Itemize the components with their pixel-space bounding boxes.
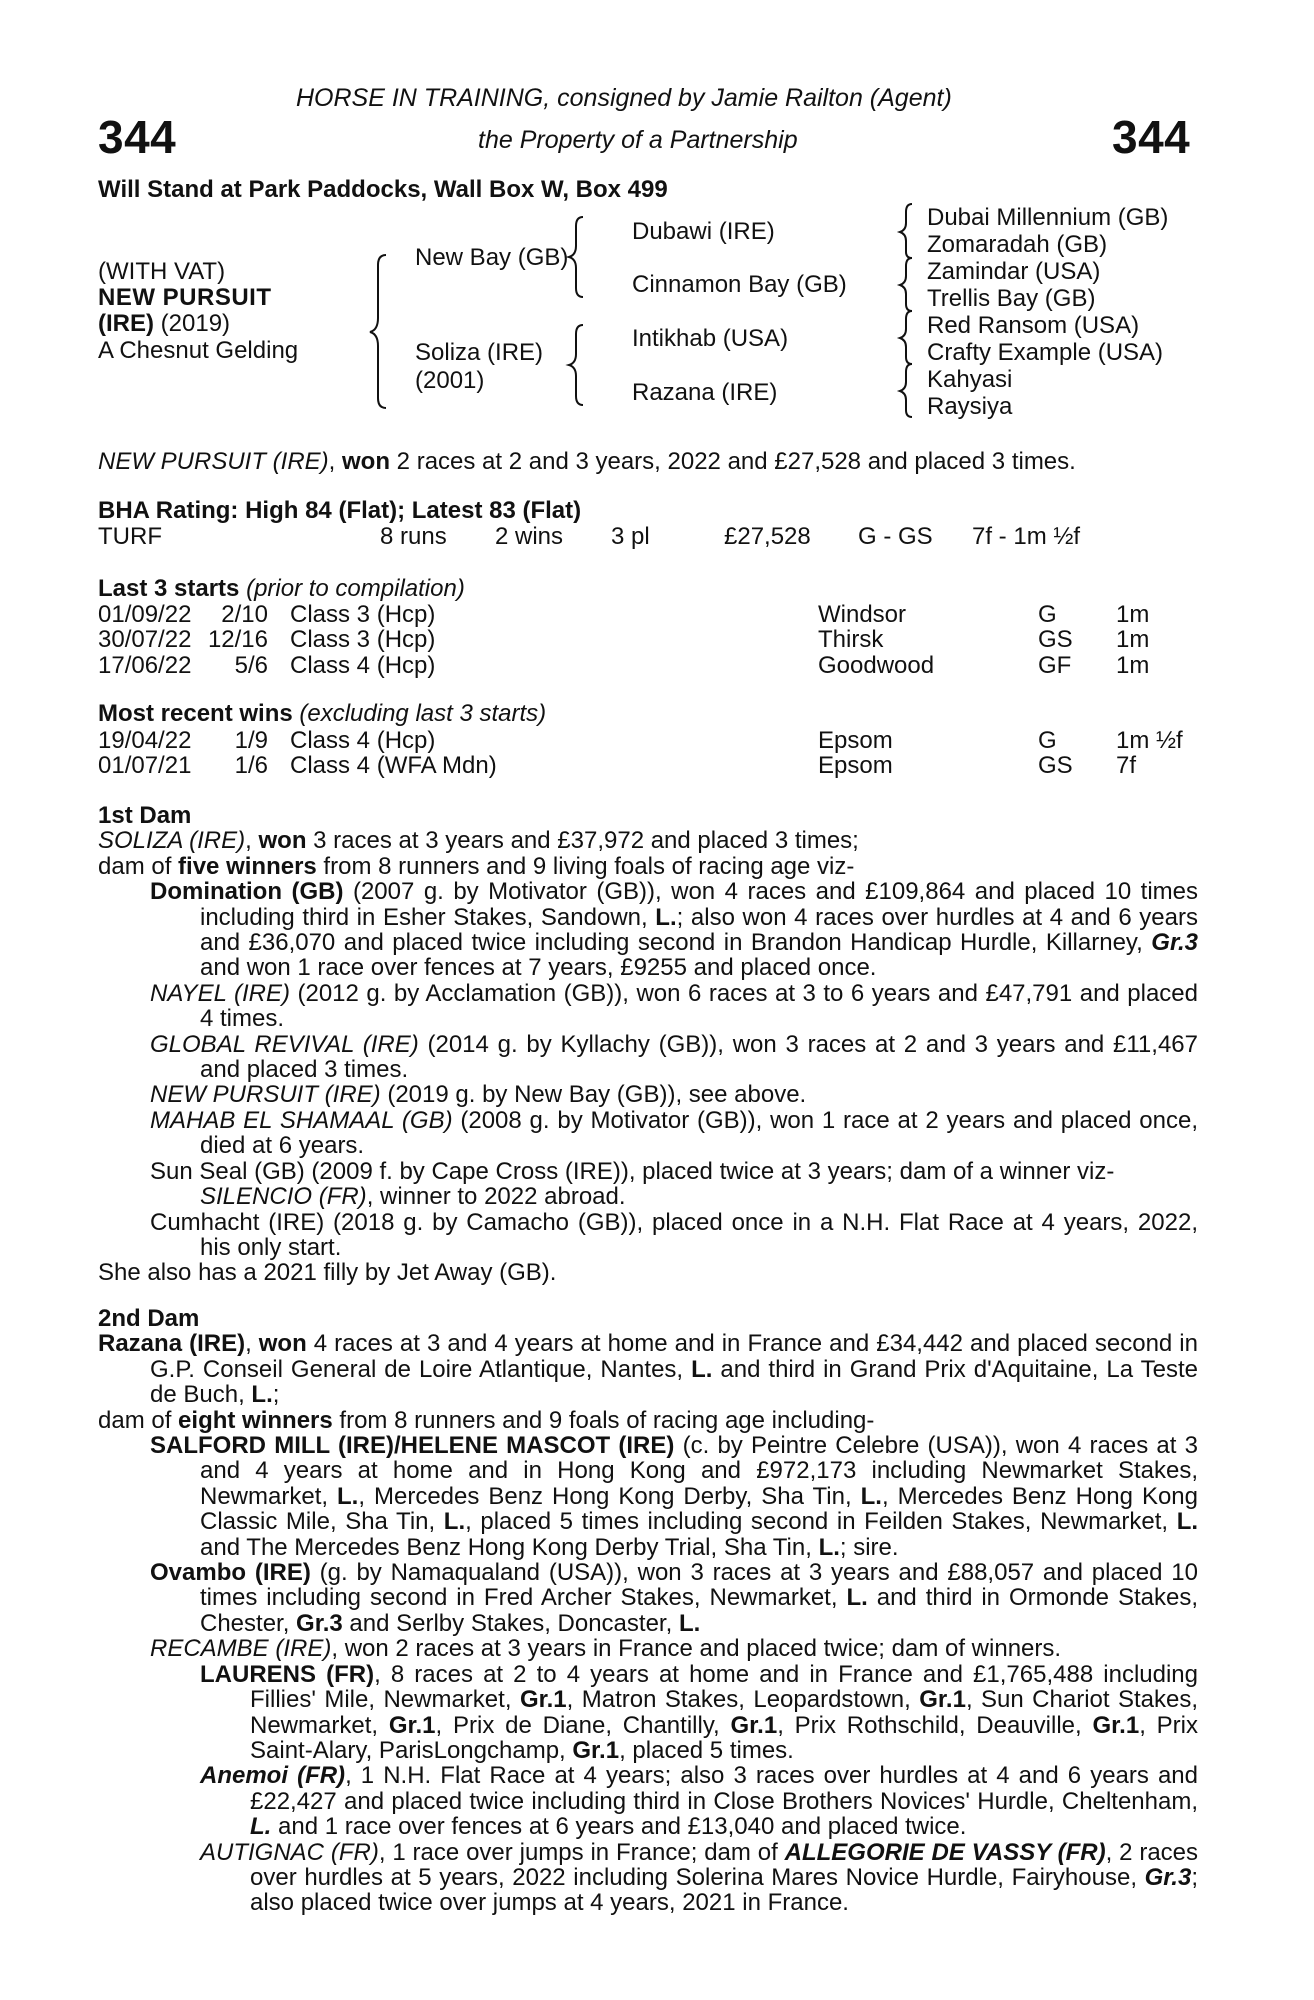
group-mark: Gr.3	[1151, 929, 1198, 957]
progeny-entry	[98, 1636, 1198, 1661]
progeny-entry	[98, 981, 1198, 1032]
text: , 8 races at 2 to 4 years at home and in France and £1,765,488 including Fillies' Mile, Newmarket,	[250, 1660, 1198, 1714]
row-pos: 1/9	[234, 727, 268, 754]
listed-mark: L.	[337, 1482, 359, 1510]
row-class: Class 3 (Hcp)	[290, 626, 436, 653]
dam: Soliza (IRE)	[415, 339, 544, 366]
row-course: Goodwood	[818, 652, 935, 679]
listed-mark: L.	[655, 903, 677, 931]
group-mark: Gr.1	[519, 1686, 567, 1714]
text: , Prix de Diane, Chantilly,	[435, 1711, 731, 1739]
first-dam-record: SOLIZA (IRE), won 3 races at 3 years and £37,972 and placed 3 times;	[98, 827, 859, 855]
dam-of-dam: Razana (IRE)	[632, 379, 778, 406]
row-class: Class 4 (Hcp)	[290, 652, 436, 679]
progeny-entry	[98, 1560, 1198, 1636]
text: Cumhacht (IRE) (2018 g. by Camacho (GB)), placed once in a N.H. Flat Race at 4 years, 2022, his only start.	[150, 1208, 1198, 1261]
text: and third in Grand Prix d'Aquitaine, La Teste de Buch,	[150, 1355, 1198, 1409]
progeny-name: SALFORD MILL (IRE)/HELENE MASCOT (IRE)	[150, 1432, 675, 1460]
text: ; sire.	[839, 1533, 899, 1561]
listed-mark: L.	[691, 1355, 713, 1383]
grandprogeny-name: LAURENS (FR)	[200, 1660, 375, 1688]
rating-runs: 8 runs	[380, 523, 447, 550]
grandprogeny-name: Anemoi (FR)	[200, 1762, 346, 1790]
text: , 2 races over hurdles at 5 years, 2022 including Solerina Mares Novice Hurdle, Fairyhouse,	[250, 1838, 1199, 1891]
summary-text: 2 races at 2 and 3 years, 2022 and £27,528 and placed 3 times.	[390, 448, 1076, 475]
listed-mark: L.	[818, 1533, 840, 1561]
row-dist: 1m	[1116, 652, 1150, 679]
wins-title: Most recent wins	[98, 700, 293, 727]
ped-sss: Dubai Millennium (GB)	[927, 204, 1169, 231]
text: , Matron Stakes, Leopardstown,	[566, 1686, 920, 1714]
row-date: 19/04/22	[98, 727, 192, 754]
text: (2012 g. by Acclamation (GB)), won 6 races at 3 to 6 years and £47,791 and placed 4 times.	[200, 979, 1198, 1033]
first-dam-name: SOLIZA (IRE)	[98, 827, 246, 855]
progeny-entry	[98, 1210, 1198, 1261]
text: , Mercedes Benz Hong Kong Derby, Sha Tin,	[358, 1482, 861, 1510]
text: and third in Ormonde Stakes, Chester,	[200, 1584, 1198, 1637]
rating-going: G - GS	[858, 523, 933, 550]
text: and The Mercedes Benz Hong Kong Derby Trial, Sha Tin,	[200, 1533, 819, 1561]
text: (2008 g. by Motivator (GB)), won 1 race at 2 years and placed once, died at 6 years.	[200, 1106, 1199, 1160]
wins-note: (excluding last 3 starts)	[292, 700, 547, 727]
row-dist: 1m	[1116, 601, 1150, 628]
text: dam of	[98, 852, 179, 880]
text: ; also won 4 races over hurdles at 4 and 6 years and £36,070 and placed twice including second in Brandon Handicap Hurdle, Killarney,	[200, 903, 1198, 957]
text: and won 1 race over fences at 7 years, £9255 and placed once.	[200, 954, 877, 982]
row-date: 01/07/21	[98, 752, 192, 779]
group-mark: Gr.3	[296, 1609, 343, 1637]
ped-sds: Zamindar (USA)	[927, 258, 1101, 285]
row-going: GF	[1038, 652, 1072, 679]
row-date: 01/09/22	[98, 601, 192, 628]
progeny-entry	[98, 1433, 1198, 1560]
row-going: GS	[1038, 626, 1073, 653]
text: , winner to 2022 abroad.	[366, 1183, 626, 1211]
second-dam-won: won	[258, 1330, 307, 1358]
progeny-name: NEW PURSUIT (IRE)	[150, 1081, 381, 1109]
last3-note: (prior to compilation)	[239, 575, 465, 602]
sire-of-sire: Dubawi (IRE)	[632, 218, 775, 245]
last3-title: Last 3 starts	[98, 575, 240, 602]
vat-note: (WITH VAT)	[98, 258, 226, 285]
race-summary: NEW PURSUIT (IRE), won 2 races at 2 and 3 years, 2022 and £27,528 and placed 3 times.	[98, 448, 1076, 475]
text: (2007 g. by Motivator (GB)), won 4 races and £109,864 and placed 10 times including third in Esher Stakes, Sandown,	[200, 878, 1199, 931]
last3-heading	[98, 576, 465, 601]
row-class: Class 4 (WFA Mdn)	[290, 752, 497, 779]
summary-name: NEW PURSUIT (IRE)	[98, 448, 329, 475]
second-dam-produce	[98, 1408, 1198, 1433]
listed-mark: L.	[443, 1508, 466, 1536]
ped-dsd: Crafty Example (USA)	[927, 339, 1164, 366]
row-date: 30/07/22	[98, 626, 192, 653]
first-dam-note: She also has a 2021 filly by Jet Away (GB).	[98, 1259, 557, 1287]
row-dist: 7f	[1116, 752, 1137, 779]
lot-number-left: 344	[98, 111, 177, 163]
rating-placed: 3 pl	[611, 523, 650, 550]
group-mark: Gr.3	[1144, 1863, 1192, 1891]
listed-mark: L.	[678, 1609, 701, 1637]
row-pos: 1/6	[234, 752, 268, 779]
progeny-entry	[98, 1108, 1198, 1159]
group-mark: Gr.1	[730, 1711, 778, 1739]
text: Sun Seal (GB) (2009 f. by Cape Cross (IRE)), placed twice at 3 years; dam of a winner viz-	[150, 1157, 1115, 1185]
group-mark: Gr.1	[572, 1736, 620, 1764]
row-pos: 12/16	[207, 626, 268, 653]
grandprogeny-name: SILENCIO (FR)	[200, 1183, 367, 1211]
row-class: Class 3 (Hcp)	[290, 601, 436, 628]
bha-rating: BHA Rating: High 84 (Flat); Latest 83 (Flat)	[98, 497, 582, 524]
group-mark: Gr.1	[919, 1686, 966, 1714]
horse-year: (2019)	[154, 310, 231, 337]
consignor-line: HORSE IN TRAINING, consigned by Jamie Railton (Agent)	[296, 84, 952, 112]
listed-mark: L.	[846, 1584, 868, 1612]
second-dam-section	[98, 1306, 1198, 1916]
text: ;	[272, 1381, 280, 1409]
text: from 8 runners and 9 living foals of racing age viz-	[316, 852, 855, 880]
rating-surface: TURF	[98, 523, 162, 550]
text: (2019 g. by New Bay (GB)), see above.	[380, 1081, 807, 1109]
row-dist: 1m ½f	[1116, 727, 1183, 754]
grandprogeny-name: AUTIGNAC (FR)	[200, 1838, 379, 1866]
stable-location: Will Stand at Park Paddocks, Wall Box W, Box 499	[98, 176, 668, 203]
progeny-name: RECAMBE (IRE)	[150, 1635, 332, 1663]
text: , Prix Rothschild, Deauville,	[777, 1711, 1093, 1739]
progeny-entry	[98, 1032, 1198, 1083]
progeny-name: MAHAB EL SHAMAAL (GB)	[150, 1106, 453, 1134]
ped-ddd: Raysiya	[927, 393, 1013, 420]
text: 4 races at 3 and 4 years at home and in France and £34,442 and placed second in G.P. Conseil General de Loire Atlantique, Nantes,	[150, 1330, 1198, 1383]
sire: New Bay (GB)	[415, 244, 569, 271]
row-pos: 5/6	[234, 652, 268, 679]
first-dam-text: 3 races at 3 years and £37,972 and placed 3 times;	[306, 827, 859, 855]
progeny-name: Domination (GB)	[150, 878, 344, 906]
text: , won 2 races at 3 years in France and placed twice; dam of winners.	[331, 1635, 1062, 1663]
text: from 8 runners and 9 foals of racing age including-	[332, 1406, 875, 1434]
text: , Prix Saint-Alary, ParisLongchamp,	[250, 1711, 1198, 1764]
grandprogeny-entry	[98, 1840, 1198, 1916]
horse-description: A Chesnut Gelding	[98, 337, 299, 364]
sire-of-dam: Intikhab (USA)	[632, 325, 789, 352]
second-dam-title: 2nd Dam	[98, 1305, 200, 1332]
text: , 1 N.H. Flat Race at 4 years; also 3 races over hurdles at 4 and 6 years and £22,427 and placed twice including third in Close Brothers Novices' Hurdle, Cheltenham,	[250, 1762, 1198, 1815]
first-dam-produce	[98, 854, 1198, 879]
first-dam-won: won	[258, 827, 307, 855]
lot-number-right: 344	[1112, 111, 1191, 163]
second-dam-record: Razana (IRE), won 4 races at 3 and 4 years at home and in France and £34,442 and placed second in G.P. Conseil General de Loire Atlantique, Nantes, L. and third in Grand Prix d'Aquitaine, La Teste de Buch, L.;	[98, 1330, 1198, 1409]
row-going: G	[1038, 727, 1057, 754]
row-course: Epsom	[818, 727, 893, 754]
text: , Mercedes Benz Hong Kong Classic Mile, Sha Tin,	[200, 1482, 1199, 1536]
wins-heading	[98, 701, 546, 726]
listed-mark: L.	[860, 1482, 882, 1510]
grandprogeny-entry	[98, 1763, 1198, 1839]
row-going: GS	[1038, 752, 1073, 779]
group-mark: Gr.1	[1092, 1711, 1140, 1739]
horse-name: NEW PURSUIT	[98, 284, 272, 311]
row-going: G	[1038, 601, 1057, 628]
horse-origin: (IRE)	[98, 310, 154, 337]
progeny-name: GLOBAL REVIVAL (IRE)	[150, 1030, 419, 1058]
first-dam-section	[98, 803, 1198, 1286]
text: , 1 race over jumps in France; dam of	[378, 1838, 785, 1866]
listed-mark: L.	[1176, 1508, 1199, 1536]
first-dam-title: 1st Dam	[98, 802, 192, 829]
row-pos: 2/10	[221, 601, 268, 628]
row-dist: 1m	[1116, 626, 1150, 653]
ped-ssd: Zomaradah (GB)	[927, 231, 1108, 258]
listed-mark: L.	[251, 1381, 273, 1409]
listed-mark: L.	[250, 1813, 272, 1841]
winners-count: eight winners	[178, 1406, 333, 1434]
row-course: Epsom	[818, 752, 893, 779]
text: ; also placed twice over jumps at 4 years, 2021 in France.	[250, 1863, 1198, 1917]
text: , Sun Chariot Stakes, Newmarket,	[250, 1686, 1199, 1739]
rating-distance: 7f - 1m ½f	[972, 523, 1081, 550]
text: dam of	[98, 1406, 179, 1434]
ped-sdd: Trellis Bay (GB)	[927, 285, 1096, 312]
progeny-name: Ovambo (IRE)	[150, 1559, 311, 1587]
text: (c. by Peintre Celebre (USA)), won 4 races at 3 and 4 years at home and in Hong Kong and £972,173 including Newmarket Stakes, Newmarket,	[200, 1432, 1198, 1510]
progeny-name: NAYEL (IRE)	[150, 979, 290, 1007]
ped-dds: Kahyasi	[927, 366, 1013, 393]
rating-wins: 2 wins	[495, 523, 564, 550]
dam-year: (2001)	[415, 367, 485, 394]
text: (g. by Namaqualand (USA)), won 3 races at 3 years and £88,057 and placed 10 times including second in Fred Archer Stakes, Newmarket,	[200, 1559, 1198, 1612]
progeny-entry	[98, 1159, 1198, 1210]
text: , placed 5 times.	[619, 1736, 794, 1764]
text: and Serlby Stakes, Doncaster,	[342, 1609, 679, 1637]
row-class: Class 4 (Hcp)	[290, 727, 436, 754]
great-grandprogeny-name: ALLEGORIE DE VASSY (FR)	[784, 1838, 1106, 1866]
winners-count: five winners	[178, 852, 317, 880]
text: , placed 5 times including second in Feilden Stakes, Newmarket,	[465, 1508, 1177, 1536]
row-course: Thirsk	[818, 626, 884, 653]
row-date: 17/06/22	[98, 652, 192, 679]
text: and 1 race over fences at 6 years and £13,040 and placed twice.	[271, 1813, 967, 1841]
summary-won: won	[342, 448, 391, 475]
progeny-entry	[98, 879, 1198, 981]
row-course: Windsor	[818, 601, 907, 628]
text: (2014 g. by Kyllachy (GB)), won 3 races at 2 and 3 years and £11,467 and placed 3 times.	[200, 1030, 1198, 1084]
progeny-entry	[98, 1082, 1198, 1107]
grandprogeny-entry	[98, 1662, 1198, 1764]
second-dam-name: Razana (IRE)	[98, 1330, 246, 1358]
group-mark: Gr.1	[388, 1711, 436, 1739]
ped-dss: Red Ransom (USA)	[927, 312, 1140, 339]
dam-of-sire: Cinnamon Bay (GB)	[632, 271, 847, 298]
rating-prize: £27,528	[724, 523, 811, 550]
property-line: the Property of a Partnership	[478, 126, 798, 154]
